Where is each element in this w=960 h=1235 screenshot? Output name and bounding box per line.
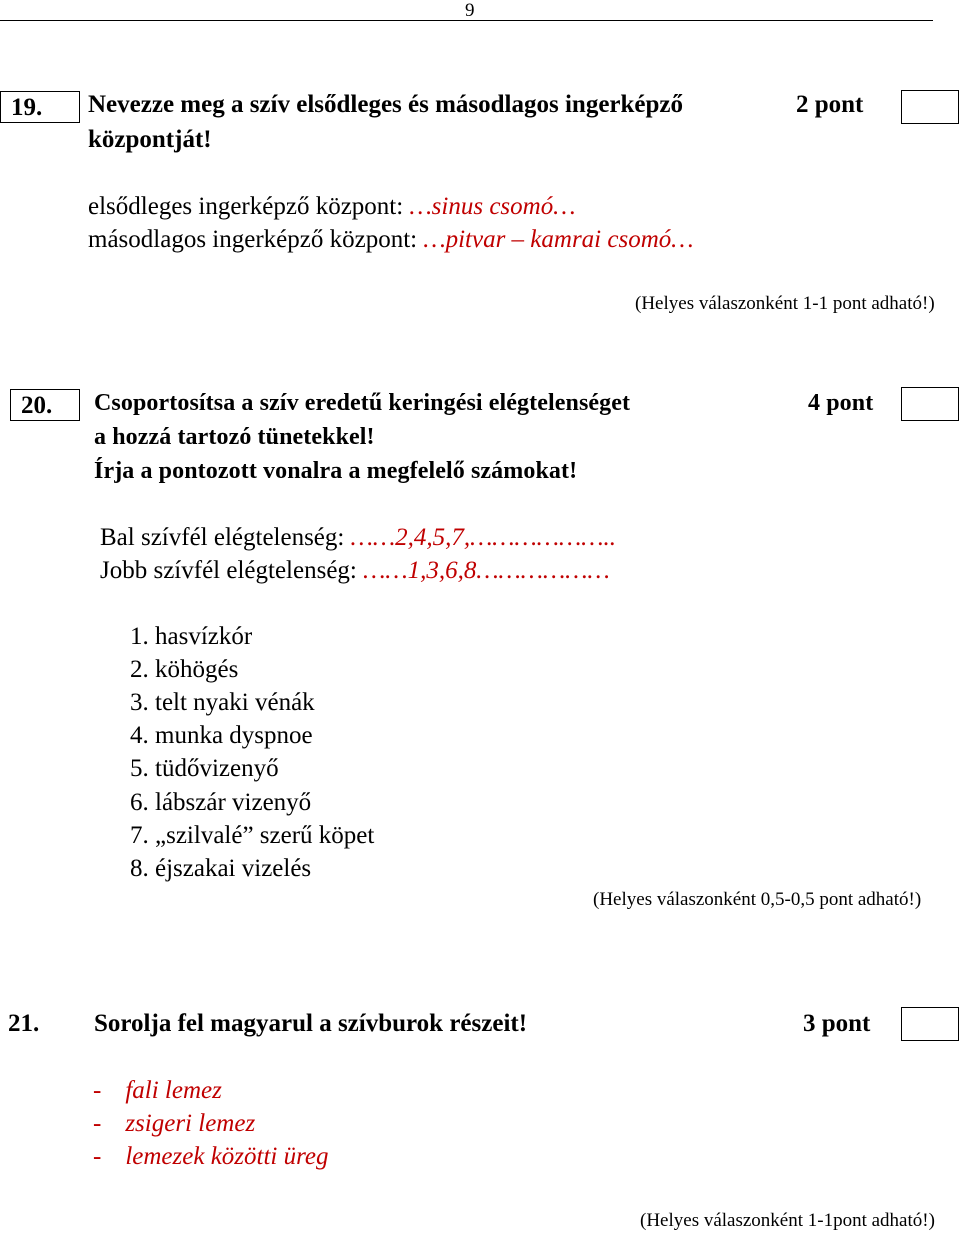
q21-points: 3 pont	[803, 1010, 871, 1037]
q21-score-box[interactable]	[901, 1007, 959, 1041]
q19-number: 19.	[11, 94, 43, 121]
list-item	[93, 1143, 329, 1171]
q19-number-box	[0, 91, 80, 123]
q21-answer-3: lemezek közötti üreg	[125, 1143, 329, 1170]
q20-title-line2: a hozzá tartozó tünetekkel!	[94, 424, 375, 450]
list-item: 5. tüdővizenyő	[130, 755, 279, 782]
list-item: 1. hasvízkór	[130, 623, 253, 650]
answer-dash: -	[93, 1077, 102, 1104]
list-item	[93, 1110, 255, 1138]
q19-score-box[interactable]	[901, 90, 959, 124]
list-item: 4. munka dyspnoe	[130, 722, 313, 749]
q20-score-box[interactable]	[901, 387, 959, 421]
q20-points: 4 pont	[808, 390, 874, 416]
q19-secondary-pre: …	[423, 226, 446, 253]
list-item: 3. telt nyaki vénák	[130, 689, 315, 716]
q21-answer-2: zsigeri lemez	[125, 1110, 256, 1137]
list-item: 6. lábszár vizenyő	[130, 789, 312, 816]
q20-number: 20.	[21, 392, 53, 419]
q19-note: (Helyes válaszonként 1-1 pont adható!)	[635, 293, 935, 314]
q19-secondary-label: másodlagos ingerképző központ:	[88, 226, 424, 253]
q20-right-answer: ……1,3,6,8………………	[363, 557, 610, 584]
q21-answer-1: fali lemez	[125, 1077, 222, 1104]
q20-title-line3: Írja a pontozott vonalra a megfelelő számokat!	[94, 458, 578, 484]
q19-title-line2: központját!	[88, 126, 212, 153]
q20-number-box	[10, 389, 80, 421]
page-number: 9	[465, 0, 475, 21]
q20-right-label: Jobb szívfél elégtelenség:	[100, 557, 364, 584]
answer-dash: -	[93, 1110, 102, 1137]
list-item: 8. éjszakai vizelés	[130, 855, 312, 882]
q20-left-answer: ……2,4,5,7,………………..	[350, 524, 616, 551]
q19-title-line1: Nevezze meg a szív elsődleges és másodlagos ingerképző	[88, 91, 684, 118]
q19-secondary-answer: pitvar – kamrai csomó	[445, 226, 672, 253]
q20-left-line	[100, 524, 616, 552]
q21-number: 21.	[8, 1010, 40, 1037]
list-item	[93, 1077, 222, 1105]
q19-secondary-line	[88, 226, 693, 254]
answer-dash: -	[93, 1143, 102, 1170]
q19-primary-post: …	[553, 193, 576, 220]
list-item: 7. „szilvalé” szerű köpet	[130, 822, 375, 849]
q20-right-line	[100, 557, 610, 585]
header-rule	[0, 20, 933, 21]
q21-note: (Helyes válaszonként 1-1pont adható!)	[640, 1210, 935, 1231]
q19-primary-label: elsődleges ingerképző központ:	[88, 193, 410, 220]
q20-note: (Helyes válaszonként 0,5-0,5 pont adható!)	[593, 889, 922, 910]
q19-points: 2 pont	[796, 91, 864, 118]
q20-title-line1: Csoportosítsa a szív eredetű keringési elégtelenséget	[94, 390, 631, 416]
q19-primary-pre: …	[409, 193, 432, 220]
q21-title: Sorolja fel magyarul a szívburok részeit!	[94, 1010, 528, 1037]
q20-left-label: Bal szívfél elégtelenség:	[100, 524, 351, 551]
q19-primary-answer: sinus csomó	[431, 193, 554, 220]
q19-secondary-post: …	[671, 226, 694, 253]
list-item: 2. köhögés	[130, 656, 239, 683]
q19-primary-line	[88, 193, 575, 221]
